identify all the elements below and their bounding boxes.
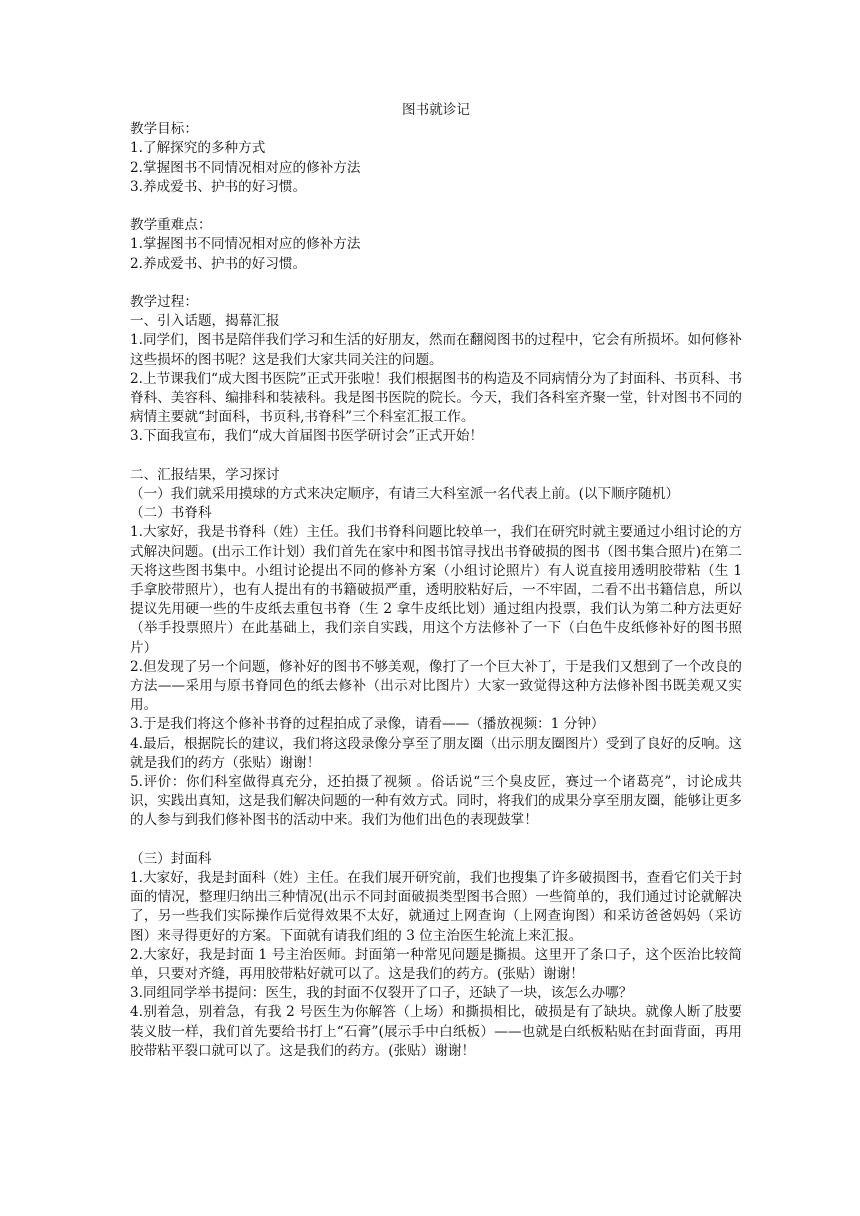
spine-paragraph: 1.大家好，我是书脊科（姓）主任。我们书脊科问题比较单一，我们在研究时就主要通过小组讨论的方式解决问题。(出示工作计划）我们首先在家中和图书馆寻找出书脊破损的图书（图书集合照片)在第二天将这些图书集中。小组讨论提出不同的修补方案（小组讨论照片）有人说直接用透明胶带粘（生 1 手拿胶带照片），也有人提出有的书籍破损严重，透明胶粘好后，一不牢固，二看不出书籍信息，所以提议先用硬一些的牛皮纸去重包书脊（生 2 拿牛皮纸比划）通过组内投票，我们认为第二种方法更好（举手投票照片）在此基础上，我们亲自实践，用这个方法修补了一下（白色牛皮纸修补好的图书照片） [130,524,742,656]
spine-paragraph: 3.于是我们将这个修补书脊的过程拍成了录像，请看——（播放视频：1 分钟） [130,716,605,733]
spine-department-heading: （二）书脊科 [130,505,212,522]
key-point-item: 2.养成爱书、护书的好习惯。 [130,255,307,272]
document-title: 图书就诊记 [402,102,470,118]
part2-heading: 二、汇报结果，学习探讨 [130,466,280,483]
document-page [130,101,742,1061]
cover-paragraph: 2.大家好，我是封面 1 号主治医师。封面第一种常见问题是撕损。这里开了条口子，这个医治比较简单，只要对齐缝，再用胶带粘好就可以了。这是我们的药方。(张贴）谢谢！ [130,946,742,983]
part2-sub1: （一）我们就采用摸球的方式来决定顺序，有请三大科室派一名代表上前。(以下顺序随机） [130,486,680,503]
spine-paragraph: 5.评价：你们科室做得真充分，还拍摄了视频 。俗话说“三个臭皮匠，赛过一个诸葛亮”，讨论成共识，实践出真知，这是我们解决问题的一种有效方式。同时，将我们的成果分享至朋友圈，能够让更多的人参与到我们修补图书的活动中来。我们为他们出色的表现鼓掌！ [130,774,742,829]
part1-paragraph: 3.下面我宣布，我们“成大首届图书医学研讨会”正式开始！ [130,428,484,445]
spacer [130,197,742,216]
key-point-item: 1.掌握图书不同情况相对应的修补方法 [130,236,361,253]
goal-item: 1.了解探究的多种方式 [130,140,266,157]
spine-paragraph: 2.但发现了另一个问题，修补好的图书不够美观，像打了一个巨大补丁，于是我们又想到了一个改良的方法——采用与原书脊同色的纸去修补（出示对比图片）大家一致觉得这种方法修补图书既美观又实用。 [130,658,742,714]
key-points [130,216,742,274]
cover-paragraph: 3.同组同学举书提问：医生，我的封面不仅裂开了口子，还缺了一块，该怎么办哪？ [130,985,633,1002]
part1-heading: 一、引入话题，揭幕汇报 [130,313,280,330]
goal-item: 3.养成爱书、护书的好习惯。 [130,178,307,195]
key-points-heading: 教学重难点： [130,217,212,234]
cover-department-heading: （三）封面科 [130,850,212,867]
process-heading: 教学过程： [130,294,198,310]
spacer [130,447,742,466]
part1-paragraph: 1.同学们，图书是陪伴我们学习和生活的好朋友，然而在翻阅图书的过程中，它会有所损坏。如何修补这些损坏的图书呢？这是我们大家共同关注的问题。 [130,332,742,368]
goals-heading: 教学目标： [130,121,198,138]
cover-paragraph: 4.别着急，别着急，有我 2 号医生为你解答（上场）和撕损相比，破损是有了缺块。就像人断了肢要装义肢一样，我们首先要给书打上“石膏”(展示手中白纸板）——也就是白纸板粘贴在封面背面，再用胶带粘平裂口就可以了。这是我们的药方。(张贴）谢谢！ [130,1004,742,1059]
spacer [130,831,742,850]
cover-paragraph: 1.大家好，我是封面科（姓）主任。在我们展开研究前，我们也搜集了许多破损图书，查看它们关于封面的情况，整理归纳出三种情况(出示不同封面破损类型图书合照）一些简单的，我们通过讨论就解决了，另一些我们实际操作后觉得效果不太好，就通过上网查询（上网查询图）和采访爸爸妈妈（采访图）来寻得更好的方案。下面就有请我们组的 3 位主治医生轮流上来汇报。 [130,870,742,944]
teaching-goals [130,120,742,197]
spine-paragraph: 4.最后，根据院长的建议，我们将这段录像分享至了朋友圈（出示朋友圈图片）受到了良好的反响。这就是我们的药方（张贴）谢谢！ [130,735,742,771]
goal-item: 2.掌握图书不同情况相对应的修补方法 [130,159,361,176]
spacer [130,274,742,293]
teaching-process [130,293,742,1061]
part1-paragraph: 2.上节课我们“成大图书医院”正式开张啦！我们根据图书的构造及不同病情分为了封面科、书页科、书脊科、美容科、编排科和装裱科。我是图书医院的院长。今天，我们各科室齐聚一堂，针对图书不同的病情主要就“封面科，书页科,书脊科”三个科室汇报工作。 [130,370,742,426]
